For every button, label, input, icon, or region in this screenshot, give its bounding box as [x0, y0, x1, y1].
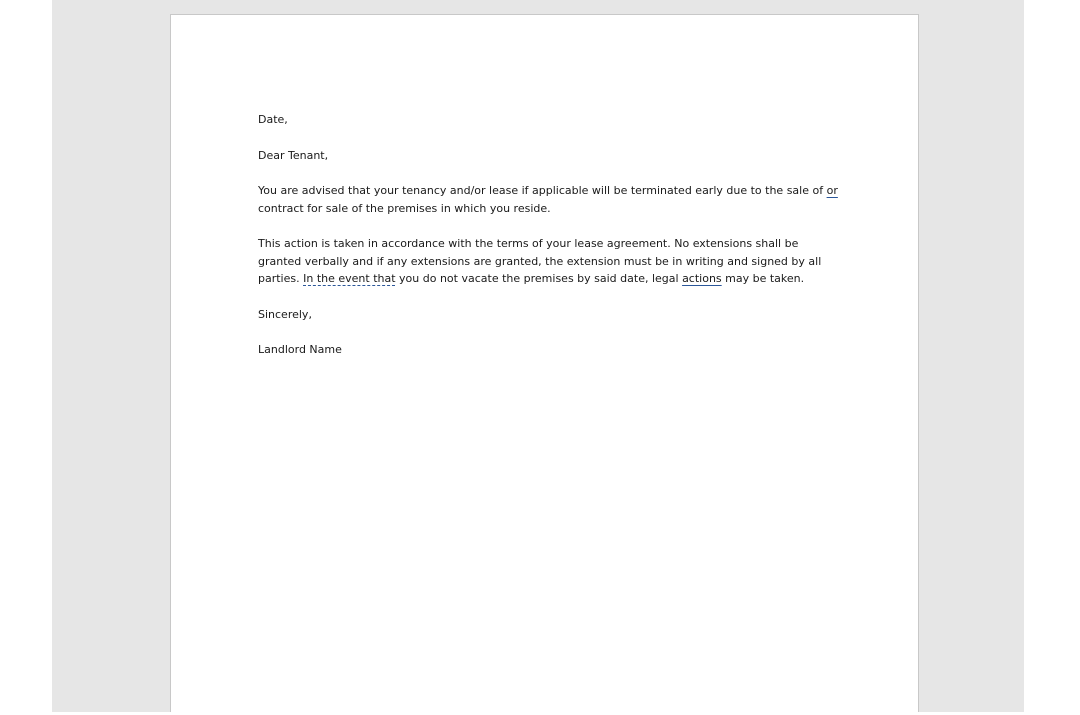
- closing-line: Sincerely,: [258, 307, 312, 321]
- signature-line: Landlord Name: [258, 343, 342, 356]
- paragraph-terms-line-3: [258, 270, 838, 288]
- date-line: Date,: [258, 113, 288, 126]
- paragraph-terms: [258, 235, 838, 288]
- greeting-line: Dear Tenant,: [258, 148, 329, 162]
- grammar-flag-actions[interactable]: actions: [682, 272, 722, 285]
- document-canvas: [52, 0, 1024, 712]
- paragraph-terms-line-1: This action is taken in accordance with the terms of your lease agreement. No extensions shall be: [258, 237, 799, 250]
- text-run: may be taken.: [721, 272, 805, 285]
- text-run: You are advised that your tenancy and/or lease if applicable will be terminated early due to the sale of: [258, 184, 827, 197]
- style-flag-in-the-event-that[interactable]: In the event that: [303, 272, 396, 285]
- grammar-flag-or[interactable]: or: [826, 184, 838, 197]
- paragraph-notice-line-1: [258, 182, 838, 200]
- paragraph-terms-line-2: granted verbally and if any extensions are granted, the extension must be in writing and signed by all: [258, 254, 822, 268]
- text-run: you do not vacate the premises by said date, legal: [395, 272, 683, 285]
- document-page[interactable]: [170, 14, 919, 712]
- paragraph-notice-line-2: contract for sale of the premises in which you reside.: [258, 201, 551, 215]
- letter-body[interactable]: [258, 111, 838, 377]
- paragraph-notice: [258, 182, 838, 217]
- text-run: parties.: [258, 272, 304, 285]
